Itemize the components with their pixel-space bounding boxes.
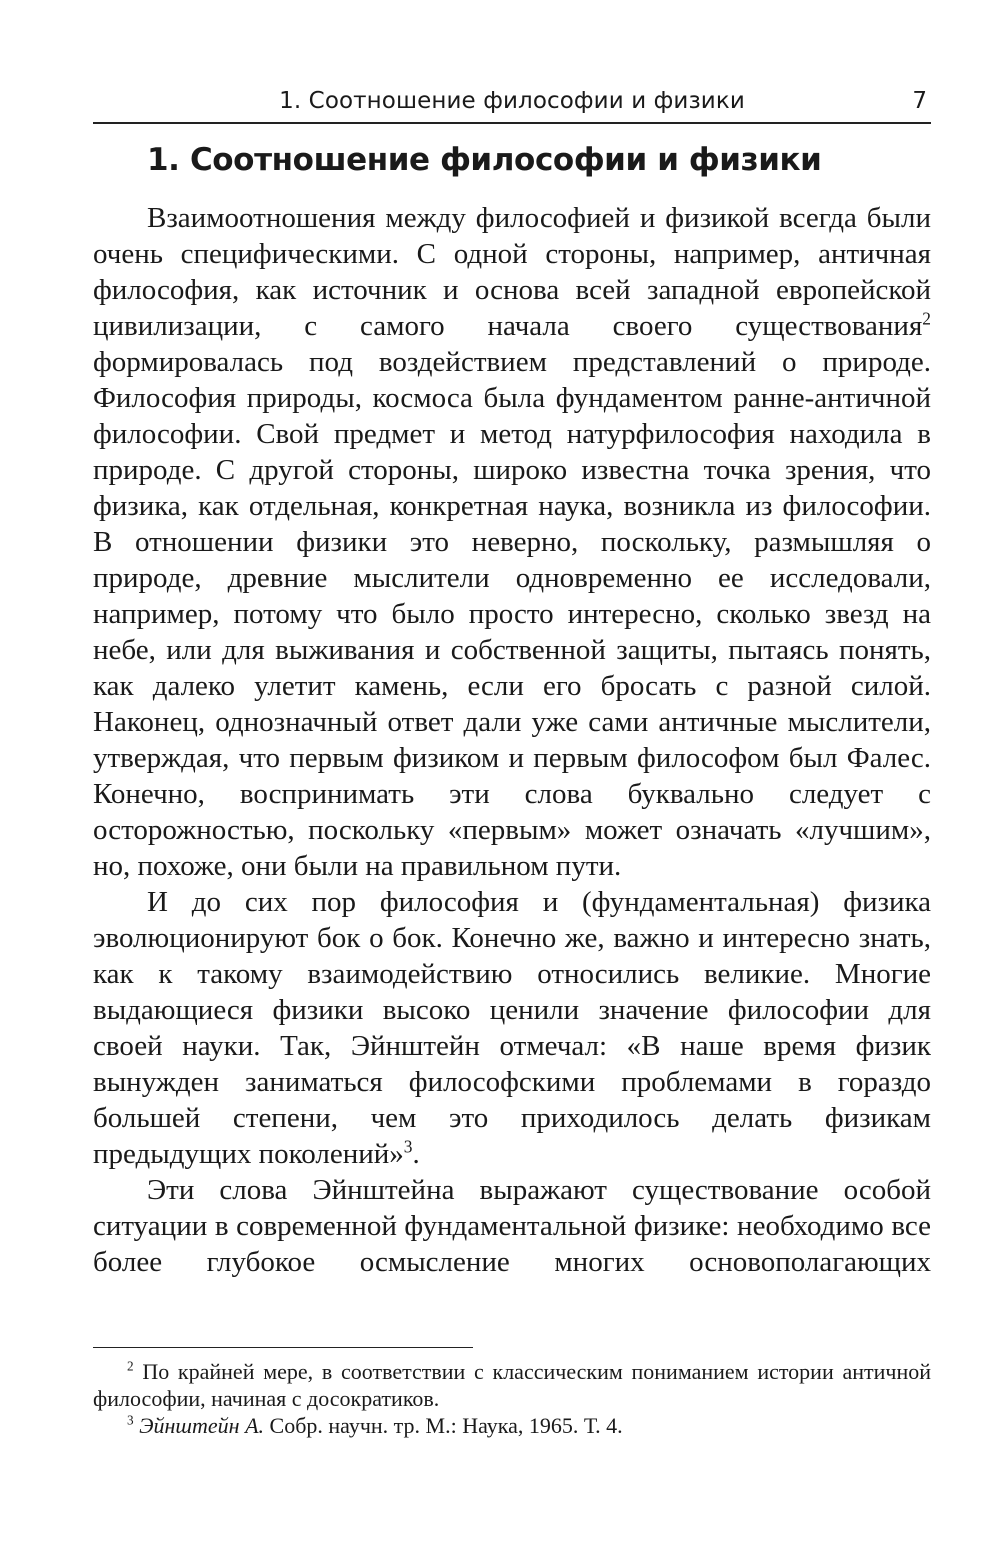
footnote-text: Собр. научн. тр. М.: Наука, 1965. Т. 4.: [264, 1413, 623, 1438]
running-header: [93, 84, 931, 124]
paragraph: [93, 884, 931, 1172]
paragraph: [93, 200, 931, 884]
footnote-ref: 2: [922, 308, 931, 329]
footnote: [93, 1412, 931, 1439]
page-number: 7: [912, 88, 927, 114]
footnote-text: По крайней мере, в соответствии с классическим пониманием истории античной философии, начиная с досократиков.: [93, 1359, 931, 1411]
paragraph-text: И до сих пор философия и (фундаментальная) физика эволюционируют бок о бок. Конечно же, важно и интересно знать, как к такому взаимодействию относились великие. Многие выдающиеся физики высоко ценили значение философии для своей науки. Так, Эйнштейн отмечал: «В наше время физик вынужден заниматься философскими проблемами в гораздо большей степени, чем это приходилось делать физикам предыдущих поколений»: [93, 886, 931, 1170]
footnote-mark: 3: [127, 1412, 134, 1428]
body-text: [93, 200, 931, 1280]
footnote-ref: 3: [403, 1136, 413, 1157]
paragraph-text: Эти слова Эйнштейна выражают существование особой ситуации в современной фундаментальной физике: необходимо все более глубокое осмысление многих основополагающих: [93, 1174, 931, 1278]
chapter-heading: 1. Соотношение философии и физики: [147, 142, 822, 178]
footnotes: [93, 1358, 931, 1439]
paragraph-text: .: [412, 1138, 420, 1170]
footnote: [93, 1358, 931, 1412]
paragraph-text: Взаимоотношения между философией и физикой всегда были очень специфическими. С одной стороны, например, античная философия, как источник и основа всей западной европейской цивилизации, с самого начала своего существования: [93, 202, 931, 342]
running-title: 1. Соотношение философии и физики: [279, 88, 745, 114]
footnote-author: Эйнштейн А.: [133, 1413, 265, 1438]
footnote-divider: [93, 1347, 473, 1348]
footnote-mark: 2: [127, 1358, 134, 1374]
paragraph-text: формировалась под воздействием представлений о природе. Философия природы, космоса была фундаментом ранне-античной философии. Свой предмет и метод натурфилософия находила в природе. С другой стороны, широко известна точка зрения, что физика, как отдельная, конкретная наука, возникла из философии. В отношении физики это неверно, поскольку, размышляя о природе, древние мыслители одновременно ее исследовали, например, потому что было просто интересно, сколько звезд на небе, или для выживания и собственной защиты, пытаясь понять, как далеко улетит камень, если его бросать с разной силой. Наконец, однозначный ответ дали уже сами античные мыслители, утверждая, что первым физиком и первым философом был Фалес. Конечно, воспринимать эти слова буквально следует с осторожностью, поскольку «первым» может означать «лучшим», но, похоже, они были на правильном пути.: [93, 346, 931, 882]
paragraph: [93, 1172, 931, 1280]
